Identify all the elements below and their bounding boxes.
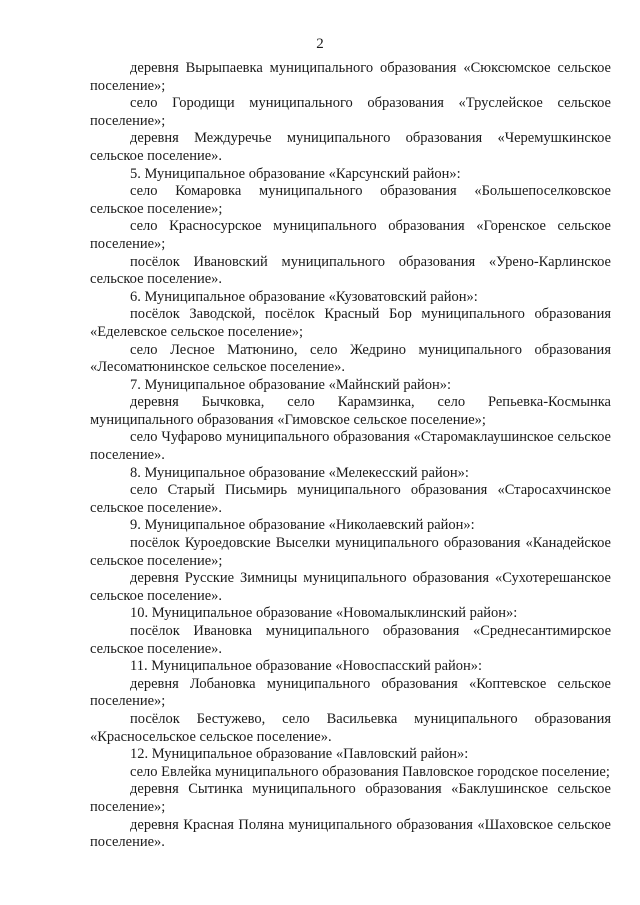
paragraph: посёлок Ивановка муниципального образования «Среднесантимирское сельское поселение». bbox=[90, 623, 611, 657]
paragraph: село Старый Письмирь муниципального образования «Старосахчинское сельское поселение». bbox=[90, 482, 611, 516]
paragraph: посёлок Куроедовские Выселки муниципального образования «Канадейское сельское поселение»; bbox=[90, 535, 611, 569]
paragraph: деревня Красная Поляна муниципального образования «Шаховское сельское поселение». bbox=[90, 816, 611, 851]
section-heading: 5. Муниципальное образование «Карсунский район»: bbox=[130, 165, 461, 182]
section-heading: 7. Муниципальное образование «Майнский район»: bbox=[130, 376, 452, 393]
section-heading: 8. Муниципальное образование «Мелекесский район»: bbox=[130, 464, 469, 481]
page-number: 2 bbox=[316, 36, 324, 52]
paragraph: деревня Вырыпаевка муниципального образования «Сюксюмское сельское поселение»; bbox=[90, 60, 611, 94]
paragraph: деревня Русские Зимницы муниципального образования «Сухотерешанское сельское поселение». bbox=[90, 570, 611, 604]
section-heading: 6. Муниципальное образование «Кузоватовский район»: bbox=[130, 288, 478, 305]
paragraph: село Чуфарово муниципального образования «Старомаклаушинское сельское поселение». bbox=[90, 429, 611, 464]
paragraph: посёлок Заводской, посёлок Красный Бор муниципального образования «Еделевское сельское поселение»; bbox=[90, 306, 611, 340]
paragraph: посёлок Бестужево, село Васильевка муниципального образования «Красносельское сельское поселение». bbox=[90, 710, 611, 745]
section-heading: 12. Муниципальное образование «Павловский район»: bbox=[130, 746, 469, 763]
paragraph: деревня Междуречье муниципального образования «Черемушкинское сельское поселение». bbox=[90, 130, 611, 164]
paragraph: деревня Лобановка муниципального образования «Коптевское сельское поселение»; bbox=[90, 675, 611, 710]
paragraph: село Городищи муниципального образования «Труслейское сельское поселение»; bbox=[90, 95, 611, 129]
paragraph: деревня Сытинка муниципального образования «Баклушинское сельское поселение»; bbox=[90, 781, 611, 815]
section-heading: 10. Муниципальное образование «Новомалыклинский район»: bbox=[130, 605, 518, 622]
paragraph: село Лесное Матюнино, село Жедрино муниципального образования «Лесоматюнинское сельское поселение». bbox=[90, 341, 611, 376]
paragraph: деревня Бычковка, село Карамзинка, село Репьевка-Космынка муниципального образования «Гимовское сельское поселение»; bbox=[90, 394, 611, 428]
paragraph: село Евлейка муниципального образования Павловское городское поселение; bbox=[130, 763, 610, 780]
paragraph: село Красносурское муниципального образования «Горенское сельское поселение»; bbox=[90, 218, 611, 252]
paragraph: село Комаровка муниципального образования «Большепоселковское сельское поселение»; bbox=[90, 183, 611, 217]
section-heading: 11. Муниципальное образование «Новоспасский район»: bbox=[130, 658, 483, 675]
section-heading: 9. Муниципальное образование «Николаевский район»: bbox=[130, 517, 475, 534]
document-body bbox=[90, 60, 611, 852]
paragraph: посёлок Ивановский муниципального образования «Урено-Карлинское сельское поселение». bbox=[90, 253, 611, 288]
